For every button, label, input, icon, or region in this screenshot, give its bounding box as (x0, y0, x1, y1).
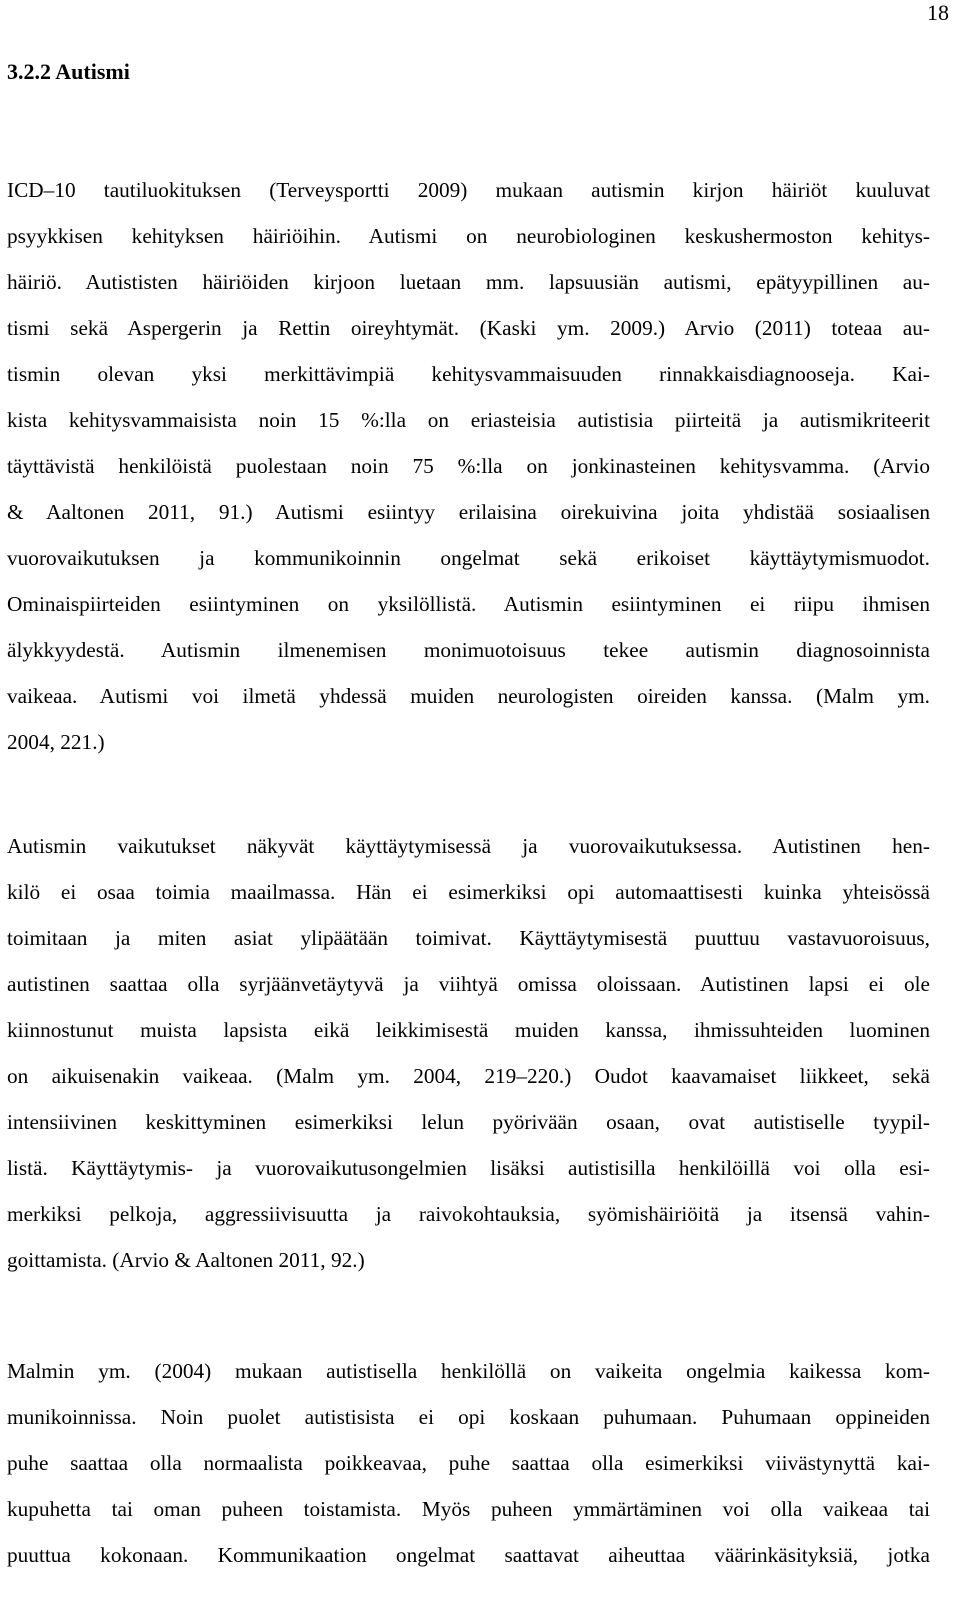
text-line: häiriö. Autististen häiriöiden kirjoon luetaan mm. lapsuusiän autismi, epätyypillinen au- (7, 270, 930, 294)
text-line: merkiksi pelkoja, aggressiivisuutta ja raivokohtauksia, syömishäiriöitä ja itsensä vahin- (7, 1202, 930, 1226)
text-line: listä. Käyttäytymis- ja vuorovaikutusongelmien lisäksi autistisilla henkilöillä voi olla esi- (7, 1156, 930, 1180)
text-line: täyttävistä henkilöistä puolestaan noin 75 %:lla on jonkinasteinen kehitysvamma. (Arvio (7, 454, 930, 478)
text-line: puhe saattaa olla normaalista poikkeavaa, puhe saattaa olla esimerkiksi viivästynyttä kai- (7, 1451, 930, 1475)
text-line: älykkyydestä. Autismin ilmenemisen monimuotoisuus tekee autismin diagnosoinnista (7, 638, 930, 662)
text-line: Malmin ym. (2004) mukaan autistisella henkilöllä on vaikeita ongelmia kaikessa kom- (7, 1359, 930, 1383)
text-line: toimitaan ja miten asiat ylipäätään toimivat. Käyttäytymisestä puuttuu vastavuoroisuus, (7, 926, 930, 950)
text-line: autistinen saattaa olla syrjäänvetäytyvä ja viihtyä omissa oloissaan. Autistinen lapsi ei ole (7, 972, 930, 996)
text-line: on aikuisenakin vaikeaa. (Malm ym. 2004, 219–220.) Oudot kaavamaiset liikkeet, sekä (7, 1064, 930, 1088)
text-line: ICD–10 tautiluokituksen (Terveysportti 2009) mukaan autismin kirjon häiriöt kuuluvat (7, 178, 930, 202)
page-number: 18 (927, 0, 949, 25)
text-line: tismin olevan yksi merkittävimpiä kehitysvammaisuuden rinnakkaisdiagnooseja. Kai- (7, 362, 930, 386)
paragraph-autism-definition (7, 167, 930, 765)
text-line: kupuhetta tai oman puheen toistamista. Myös puheen ymmärtäminen voi olla vaikeaa tai (7, 1497, 930, 1521)
text-line: Autismin vaikutukset näkyvät käyttäytymisessä ja vuorovaikutuksessa. Autistinen hen- (7, 834, 930, 858)
text-line: vaikeaa. Autismi voi ilmetä yhdessä muiden neurologisten oireiden kanssa. (Malm ym. (7, 684, 930, 708)
text-line: 2004, 221.) (7, 730, 105, 754)
text-line: kiinnostunut muista lapsista eikä leikkimisestä muiden kanssa, ihmissuhteiden luominen (7, 1018, 930, 1042)
text-line: vuorovaikutuksen ja kommunikoinnin ongelmat sekä erikoiset käyttäytymismuodot. (7, 546, 930, 570)
section-heading: 3.2.2 Autismi (7, 59, 130, 84)
text-line: Ominaispiirteiden esiintyminen on yksilöllistä. Autismin esiintyminen ei riipu ihmisen (7, 592, 930, 616)
text-line: munikoinnissa. Noin puolet autistisista ei opi koskaan puhumaan. Puhumaan oppineiden (7, 1405, 930, 1429)
paragraph-communication (7, 1348, 930, 1578)
text-line: kilö ei osaa toimia maailmassa. Hän ei esimerkiksi opi automaattisesti kuinka yhteisössä (7, 880, 930, 904)
text-line: puuttua kokonaan. Kommunikaation ongelmat saattavat aiheuttaa väärinkäsityksiä, jotka (7, 1543, 930, 1567)
text-line: intensiivinen keskittyminen esimerkiksi lelun pyörivään osaan, ovat autistiselle tyypil- (7, 1110, 930, 1134)
text-line: kista kehitysvammaisista noin 15 %:lla on eriasteisia autistisia piirteitä ja autismikriteerit (7, 408, 930, 432)
text-line: & Aaltonen 2011, 91.) Autismi esiintyy erilaisina oirekuivina joita yhdistää sosiaalisen (7, 500, 930, 524)
text-line: tismi sekä Aspergerin ja Rettin oireyhtymät. (Kaski ym. 2009.) Arvio (2011) toteaa au- (7, 316, 930, 340)
text-line: goittamista. (Arvio & Aaltonen 2011, 92.) (7, 1248, 365, 1272)
text-line: psyykkisen kehityksen häiriöihin. Autismi on neurobiologinen keskushermoston kehitys- (7, 224, 930, 248)
paragraph-autism-effects (7, 823, 930, 1283)
